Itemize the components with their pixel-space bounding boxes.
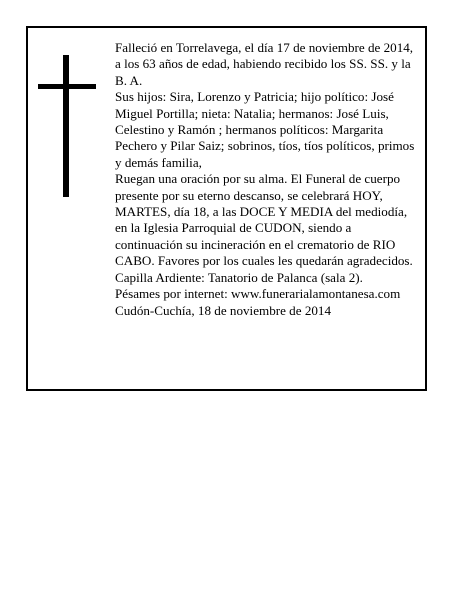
death-announcement: Falleció en Torrelavega, el día 17 de noviembre de 2014, a los 63 años de edad, habiendo recibido los SS. SS. y la B. A. [115,40,414,88]
funeral-details: Ruegan una oración por su alma. El Funeral de cuerpo presente por su eterno descanso, se celebrará HOY, MARTES, día 18, a las DOCE Y MEDIA del mediodía, en la Iglesia Parroquial de CUDON, siendo a continuación su incineración en el crematorio de RIO CABO. Favores por los cuales les quedarán agradecidos. Capilla Ardiente: Tanatorio de Palanca (sala 2). [115,171,413,285]
family-list: Sus hijos: Sira, Lorenzo y Patricia; hijo político: José Miguel Portilla; nieta: Natalia; hermanos: José Luis, Celestino y Ramón ; hermanos políticos: Margarita Pechero y Pilar Saiz; sobrinos, tíos, tíos políticos, primos y demás familia, [115,89,415,170]
cross-horizontal-bar [38,84,96,89]
obituary-text [115,40,421,319]
place-and-date: Cudón-Cuchía, 18 de noviembre de 2014 [115,302,332,318]
condolences-website: Pésames por internet: www.funerarialamontanesa.com [115,286,401,302]
cross-vertical-bar [63,55,69,197]
